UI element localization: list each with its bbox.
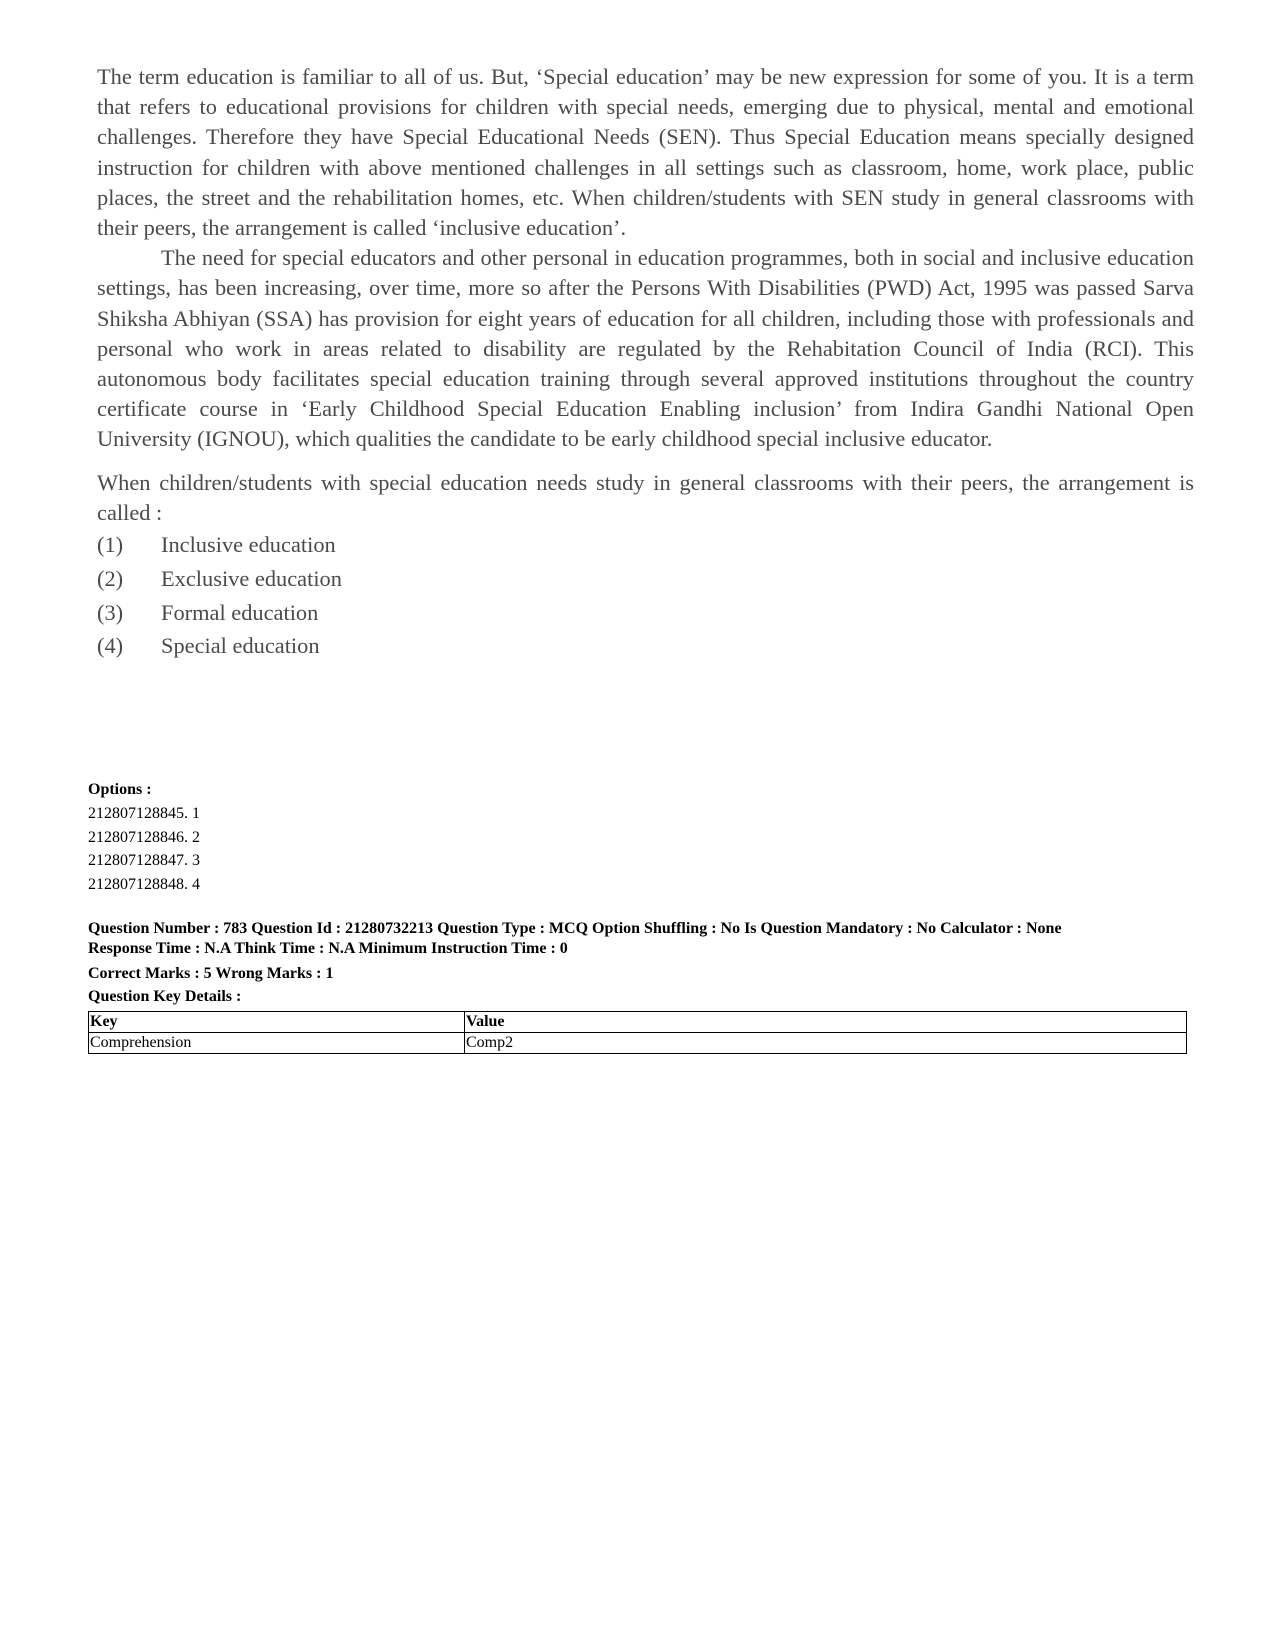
answer-choice xyxy=(97,562,1194,596)
option-item: 212807128845. 1 xyxy=(88,804,200,822)
question-info-line-1: Question Number : 783 Question Id : 21280732213 Question Type : MCQ Option Shuffling : No Is Question Mandatory : No Calculator : None xyxy=(88,919,1062,937)
choice-number: (3) xyxy=(97,599,124,625)
option-item: 212807128848. 4 xyxy=(88,876,200,894)
answer-choice xyxy=(97,528,1194,562)
answer-choice xyxy=(97,596,1194,630)
answer-choices xyxy=(97,528,1194,663)
passage-paragraph-1: The term education is familiar to all of us. But, ‘Special education’ may be new expression for some of you. It is a term that refers to educational provisions for children with special needs, emerging due to physical, mental and emotional challenges. Therefore they have Special Educational Needs (SEN). Thus Special Education means specially designed instruction for children with above mentioned challenges in all settings such as classroom, home, work place, public places, the street and the rehabilitation homes, etc. When children/students with SEN study in general classrooms with their peers, the arrangement is called ‘inclusive education’. xyxy=(97,64,1194,241)
choice-number: (1) xyxy=(97,532,124,558)
choice-text: Formal education xyxy=(161,599,319,625)
column-header-value: Value xyxy=(465,1011,1187,1032)
choice-number: (2) xyxy=(97,565,124,591)
key-details-label: Question Key Details : xyxy=(88,988,242,1006)
question-text: When children/students with special education needs study in general classrooms with their peers, the arrangement is called : xyxy=(97,469,1194,525)
passage-paragraph-2: The need for special educators and other personal in education programmes, both in social and inclusive education settings, has been increasing, over time, more so after the Persons With Disabilities (PWD) Act, 1995 was passed Sarva Shiksha Abhiyan (SSA) has provision for eight years of education for all children, including those with professionals and personal who work in areas related to disability are regulated by the Rehabitation Council of India (RCI). This autonomous body facilitates special education training through several approved institutions throughout the country certificate course in ‘Early Childhood Special Education Enabling inclusion’ from Indira Gandhi National Open University (IGNOU), which qualities the candidate to be early childhood special inclusive educator. xyxy=(97,245,1194,452)
choice-text: Exclusive education xyxy=(161,565,342,591)
choice-number: (4) xyxy=(97,633,124,659)
choice-text: Special education xyxy=(161,633,320,659)
question-info-line-2: Response Time : N.A Think Time : N.A Minimum Instruction Time : 0 xyxy=(88,939,568,957)
column-header-key: Key xyxy=(89,1011,465,1032)
table-cell-key: Comprehension xyxy=(89,1032,465,1053)
options-heading: Options : xyxy=(88,781,152,798)
answer-choice xyxy=(97,629,1194,663)
spacer xyxy=(88,897,1198,919)
option-item: 212807128846. 2 xyxy=(88,828,200,846)
passage-image xyxy=(97,62,1194,663)
question-metadata xyxy=(88,778,1198,1054)
key-details-table xyxy=(88,1011,1187,1054)
option-item: 212807128847. 3 xyxy=(88,852,200,870)
marks-line: Correct Marks : 5 Wrong Marks : 1 xyxy=(88,964,334,982)
table-header-row xyxy=(89,1011,1187,1032)
table-row xyxy=(89,1032,1187,1053)
choice-text: Inclusive education xyxy=(161,532,336,558)
table-cell-value: Comp2 xyxy=(465,1032,1187,1053)
